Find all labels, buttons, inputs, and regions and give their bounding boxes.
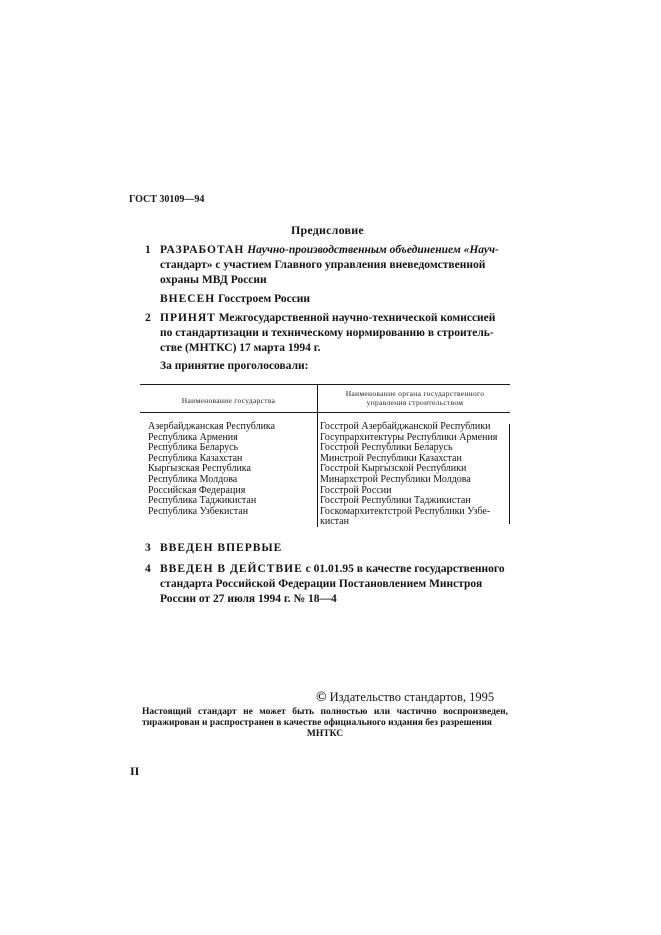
item-number: 2 — [145, 312, 151, 324]
item-line: России от 27 июля 1994 г. № 18—4 — [160, 593, 337, 605]
item-key: РАЗРАБОТАН — [160, 244, 245, 256]
item-number: 4 — [145, 563, 151, 575]
table-cell: Азербайджанская Республика — [148, 421, 276, 432]
table-cell: Госупрархитектуры Республики Армения — [320, 431, 498, 443]
notice-line: МНТКС — [306, 729, 344, 739]
introduced-by — [160, 292, 310, 307]
table-cell: Республика Казахстан — [148, 452, 243, 464]
item-in-force — [145, 562, 512, 607]
item-line: стандарта Российской Федерации Постановлением Минстроя — [160, 578, 483, 590]
item-line: охраны МВД России — [160, 274, 267, 286]
item-line: с 01.01.95 в качестве государственного — [305, 563, 505, 575]
table-cell: Республика Узбекистан — [148, 505, 249, 517]
table-cell: Республика Армения — [148, 431, 238, 443]
table-cell: Госстрой Азербайджанской Республики — [320, 421, 491, 432]
notice-line: тиражирован и распространен в качестве официального издания без разрешения — [142, 718, 492, 728]
item-developed — [145, 243, 512, 288]
column-header-authority — [320, 389, 510, 407]
item-first-introduced — [145, 541, 283, 556]
item-line: стандарт» с участием Главного управления вневедомственной — [160, 259, 486, 271]
table-cell: Госстрой России — [320, 484, 392, 496]
table-cell: Госстрой Республики Таджикистан — [320, 495, 471, 507]
table-cell: Госстрой Кыргызской Республики — [320, 463, 467, 475]
table-cell: Республика Таджикистан — [148, 495, 257, 507]
item-number: 1 — [145, 244, 151, 256]
copyright-icon: © — [316, 690, 327, 705]
column-header-line: управления строительством — [366, 398, 464, 407]
item-key: ПРИНЯТ — [160, 312, 216, 324]
item-number: 3 — [145, 542, 151, 554]
table-header-border — [140, 412, 510, 413]
page-number: II — [130, 764, 140, 778]
table-cell: Российская Федерация — [148, 484, 246, 496]
copyright — [316, 690, 494, 706]
item-adopted — [145, 311, 512, 356]
column-header-line: Наименование органа государственного — [345, 389, 485, 398]
document-code: ГОСТ 30109—94 — [129, 194, 205, 205]
voting-table — [140, 384, 510, 527]
copyright-text: Издательство стандартов, 1995 — [329, 690, 495, 704]
item-key: ВВЕДЕН В ДЕЙСТВИЕ — [160, 563, 303, 575]
table-cell: кистан — [320, 516, 349, 528]
item-org: Научно-производственным объединением «Науч- — [247, 244, 499, 256]
table-cell: Республика Молдова — [148, 473, 238, 485]
table-cell: Госстрой Республики Беларусь — [320, 442, 453, 454]
introduced-key: ВНЕСЕН — [160, 293, 216, 305]
table-column-divider — [317, 384, 318, 527]
table-cell: Минархстрой Республики Молдова — [320, 473, 471, 485]
item-line: по стандартизации и техническому нормированию в строитель- — [160, 327, 494, 339]
item-key: ВВЕДЕН ВПЕРВЫЕ — [160, 542, 283, 554]
item-line: Межгосударственной научно-технической комиссией — [218, 312, 496, 324]
table-cell: Республика Беларусь — [148, 442, 239, 454]
voted-caption: За принятие проголосовали: — [160, 360, 309, 372]
table-top-border — [140, 384, 510, 385]
reproduction-notice — [142, 707, 508, 740]
item-line: стве (МНТКС) 17 марта 1994 г. — [160, 342, 321, 354]
introduced-text: Госстроем России — [218, 293, 311, 305]
table-cell: Минстрой Республики Казахстан — [320, 452, 462, 464]
table-cell: Кыргызская Республика — [148, 463, 251, 475]
section-title: Предисловие — [291, 223, 364, 237]
column-header-state: Наименование государства — [181, 396, 276, 405]
table-cell: Госкомархитектстрой Республики Узбе- — [320, 505, 491, 517]
column-states — [148, 422, 275, 517]
notice-line: Настоящий стандарт не может быть полностью или частично воспроизведен, — [142, 707, 508, 717]
column-authorities — [320, 422, 510, 528]
